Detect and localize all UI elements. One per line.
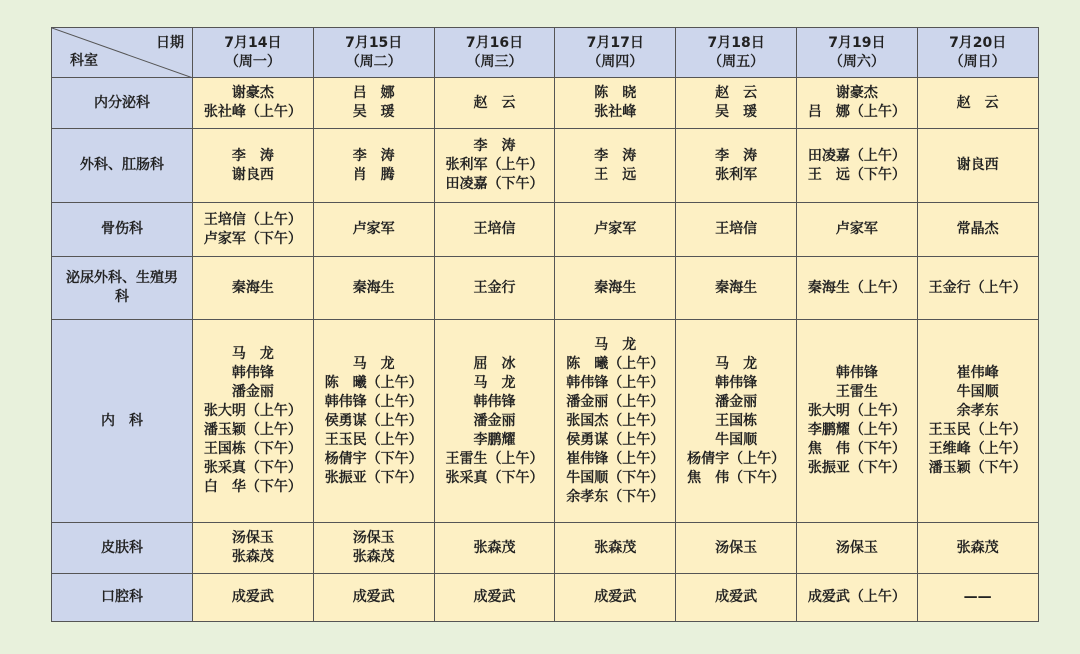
department-name-cell [52,257,193,320]
doctor-entry: 王金行（上午） [928,279,1027,296]
doctor-entry: 汤保玉 [715,539,758,556]
duty-cell [796,257,917,320]
duty-cell [313,129,434,203]
doctor-entry: 韩伟锋 [231,365,274,381]
duty-cell [193,574,314,622]
doctor-entry: 张森茂 [473,539,516,556]
duty-cell [796,574,917,622]
doctor-entry: 潘金丽 [715,393,758,410]
doctor-entry: 张大明（上午） [807,403,906,419]
doctor-entry: 王 远（下午） [807,166,906,183]
doctor-entry: 李 涛 [473,138,516,154]
day-date: 7月18日 [707,34,765,51]
doctor-entry: 王玉民（上午） [928,422,1027,438]
doctor-entry: 潘金丽 [231,384,274,400]
day-weekday: （周一） [224,53,281,70]
corner-dept-label: 科室 [70,53,98,69]
doctor-entry: 谢豪杰 [231,85,274,101]
doctor-entry: 张采真（下午） [203,460,302,476]
duty-cell [434,78,555,129]
doctor-entry: 成爱武 [594,589,637,605]
doctor-entry: 秦海生 [594,279,637,296]
duty-cell [796,523,917,574]
department-row [52,78,1039,129]
day-header-cell [434,28,555,78]
doctor-entry: 秦海生（上午） [807,279,906,296]
doctor-entry: 张振亚（下午） [807,460,906,476]
duty-cell [796,320,917,523]
doctor-entry: 张社峰 [594,104,637,120]
doctor-entry: 李鹏耀（上午） [807,422,906,438]
doctor-entry: 吴 瑗 [715,104,758,120]
doctor-entry: 王维峰（上午） [928,441,1027,457]
doctor-entry: 谢豪杰 [835,85,878,101]
department-name-cell [52,523,193,574]
doctor-entry: 张社峰（上午） [203,104,302,120]
doctor-entry: 肖 腾 [352,166,395,183]
doctor-entry: 汤保玉 [835,539,878,556]
doctor-entry: 吴 瑗 [352,104,395,120]
doctor-entry: 赵 云 [715,85,758,101]
doctor-entry: 牛国顺（下午） [566,469,665,486]
doctor-entry: 成爱武 [715,589,758,605]
duty-cell [434,320,555,523]
doctor-entry: 马 龙 [594,336,637,353]
department-name: 皮肤科 [101,539,143,556]
department-row [52,129,1039,203]
day-header-cell [193,28,314,78]
duty-cell [676,203,797,257]
doctor-entry: 秦海生 [231,279,274,296]
duty-cell [555,257,676,320]
doctor-entry: 余孝东（下午） [566,488,665,505]
day-date: 7月15日 [345,34,403,51]
doctor-entry: 白 华（下午） [203,479,302,495]
department-name: 内分泌科 [94,94,150,111]
doctor-entry: 秦海生 [715,279,758,296]
doctor-entry: 张森茂 [956,539,999,556]
doctor-entry: 杨倩宇（上午） [687,450,786,467]
duty-cell [676,129,797,203]
department-row [52,320,1039,523]
duty-cell [796,129,917,203]
duty-cell [917,78,1038,129]
department-row [52,203,1039,257]
doctor-entry: 马 龙 [352,355,395,372]
doctor-entry: 王培信（上午） [203,211,302,228]
duty-cell [917,320,1038,523]
doctor-entry: 马 龙 [473,374,516,391]
corner-date-label: 日期 [156,35,184,51]
doctor-entry: 王培信 [473,221,516,237]
department-name: 口腔科 [101,589,143,605]
doctor-entry: 韩伟锋 [715,374,758,391]
day-header-cell [676,28,797,78]
doctor-entry: 侯勇谋（上午） [566,431,665,448]
duty-cell [676,523,797,574]
day-date: 7月16日 [465,34,524,51]
department-name-cell [52,129,193,203]
doctor-entry: 陈 曦（上午） [324,374,423,391]
doctor-entry: 韩伟锋 [835,365,878,381]
day-weekday: （周六） [828,53,885,70]
doctor-entry: 张森茂 [352,549,395,565]
doctor-entry: 常晶杰 [956,221,999,237]
duty-cell [676,574,797,622]
duty-cell [555,203,676,257]
doctor-entry: 潘金丽 [473,412,516,429]
duty-cell [313,78,434,129]
duty-cell [434,203,555,257]
department-name-cell [52,320,193,523]
doctor-entry: 卢家军（下午） [203,230,302,247]
doctor-entry: 焦 伟（下午） [807,441,906,457]
department-row [52,257,1039,320]
duty-cell [917,257,1038,320]
doctor-entry: 卢家军 [352,221,395,237]
doctor-entry: 吕 娜（上午） [807,104,906,120]
duty-cell [313,574,434,622]
doctor-entry: 吕 娜 [352,85,395,101]
duty-cell [676,320,797,523]
department-name: 内 科 [101,412,143,429]
doctor-entry: 王国栋（下午） [203,441,302,457]
doctor-entry: 陈 曦（上午） [566,355,665,372]
doctor-entry: 李 涛 [352,147,395,164]
doctor-entry: 谢良西 [956,157,999,173]
doctor-entry: 潘玉颖（下午） [928,460,1027,476]
doctor-entry: 赵 云 [956,94,999,111]
duty-cell [917,574,1038,622]
doctor-entry: 成爱武 [473,589,516,605]
duty-cell [555,523,676,574]
doctor-entry: 王 远 [594,166,637,183]
day-weekday: （周二） [345,53,402,70]
day-date: 7月17日 [586,34,644,51]
doctor-entry: 张森茂 [594,539,637,556]
doctor-entry: 谢良西 [231,166,274,183]
department-name-cell [52,574,193,622]
doctor-entry: 王金行 [473,279,516,296]
doctor-entry: 王玉民（上午） [324,431,423,448]
day-date: 7月20日 [949,34,1007,51]
duty-cell [434,523,555,574]
doctor-entry: 牛国顺 [715,431,758,448]
doctor-entry: 张国杰（上午） [566,412,665,429]
doctor-entry: 崔伟锋（上午） [566,450,665,467]
duty-cell [313,203,434,257]
duty-cell [434,257,555,320]
doctor-entry: 张利军 [715,166,758,183]
day-date: 7月14日 [224,34,282,51]
doctor-entry: 汤保玉 [352,530,395,546]
schedule-table-wrapper [51,27,1039,622]
day-weekday: （周三） [466,53,523,70]
corner-header-cell [52,28,193,78]
doctor-entry: 成爱武 [352,589,395,605]
doctor-entry: 田凌嘉（下午） [445,176,544,192]
duty-cell [555,78,676,129]
doctor-entry: 马 龙 [715,355,758,372]
doctor-entry: 王雷生 [835,384,878,400]
doctor-entry: 王雷生（上午） [445,450,544,467]
duty-cell [193,257,314,320]
doctor-entry: 牛国顺 [956,384,999,400]
duty-cell [193,523,314,574]
duty-cell [313,523,434,574]
duty-cell [796,203,917,257]
doctor-entry: 李鹏耀 [473,431,516,448]
doctor-entry: 秦海生 [352,279,395,296]
duty-cell [193,129,314,203]
department-name: 科 [115,289,129,305]
doctor-entry: 张利军（上午） [445,157,544,173]
doctor-entry: 赵 云 [473,94,516,111]
doctor-entry: 李 涛 [594,147,637,164]
header-row [52,28,1039,78]
doctor-entry: 侯勇谋（上午） [324,412,423,429]
doctor-entry: 田凌嘉（上午） [807,147,906,164]
duty-cell [193,78,314,129]
doctor-entry: 杨倩宇（下午） [324,450,423,467]
duty-cell [796,78,917,129]
doctor-entry: 陈 晓 [594,85,637,101]
duty-cell [313,257,434,320]
doctor-entry: 卢家军 [594,221,637,237]
duty-cell [313,320,434,523]
duty-cell [555,129,676,203]
duty-cell [193,320,314,523]
doctor-entry: 潘玉颖（上午） [203,422,302,438]
doctor-entry: 张大明（上午） [203,403,302,419]
doctor-entry: 屈 冰 [473,355,516,372]
department-name: 外科、肛肠科 [80,157,164,173]
doctor-entry: 余孝东 [956,403,999,419]
duty-cell [555,320,676,523]
duty-cell [676,257,797,320]
doctor-entry: 韩伟锋（上午） [566,374,665,391]
day-header-cell [796,28,917,78]
duty-cell [676,78,797,129]
doctor-entry: 王国栋 [715,412,758,429]
doctor-entry: 韩伟锋 [473,393,516,410]
doctor-entry: 李 涛 [715,147,758,164]
doctor-entry: 成爱武（上午） [807,589,906,605]
department-name: 骨伤科 [101,221,143,237]
doctor-entry: 张森茂 [231,549,274,565]
day-date: 7月19日 [828,34,886,51]
doctor-entry: 成爱武 [231,589,274,605]
doctor-entry: 焦 伟（下午） [687,469,786,486]
duty-cell [193,203,314,257]
department-name-cell [52,203,193,257]
day-header-cell [313,28,434,78]
duty-schedule-table [51,27,1039,622]
doctor-entry: 张采真（下午） [445,469,544,486]
duty-cell [434,574,555,622]
doctor-entry: 卢家军 [835,221,878,237]
doctor-entry: 王培信 [715,221,758,237]
duty-cell [917,203,1038,257]
doctor-entry: 汤保玉 [231,530,274,546]
day-header-cell [917,28,1038,78]
duty-cell [917,523,1038,574]
department-row [52,574,1039,622]
doctor-entry: 马 龙 [231,346,274,362]
doctor-entry: 潘金丽（上午） [566,393,665,410]
doctor-entry: 张振亚（下午） [324,469,423,486]
doctor-entry: —— [963,589,992,605]
doctor-entry: 崔伟峰 [956,365,999,381]
day-weekday: （周日） [949,53,1006,70]
day-weekday: （周四） [587,53,644,70]
day-weekday: （周五） [708,53,765,70]
duty-cell [555,574,676,622]
department-name: 泌尿外科、生殖男 [66,270,178,286]
duty-cell [434,129,555,203]
duty-cell [917,129,1038,203]
day-header-cell [555,28,676,78]
doctor-entry: 韩伟锋（上午） [324,393,423,410]
department-row [52,523,1039,574]
schedule-body [52,78,1039,622]
department-name-cell [52,78,193,129]
doctor-entry: 李 涛 [231,147,274,164]
